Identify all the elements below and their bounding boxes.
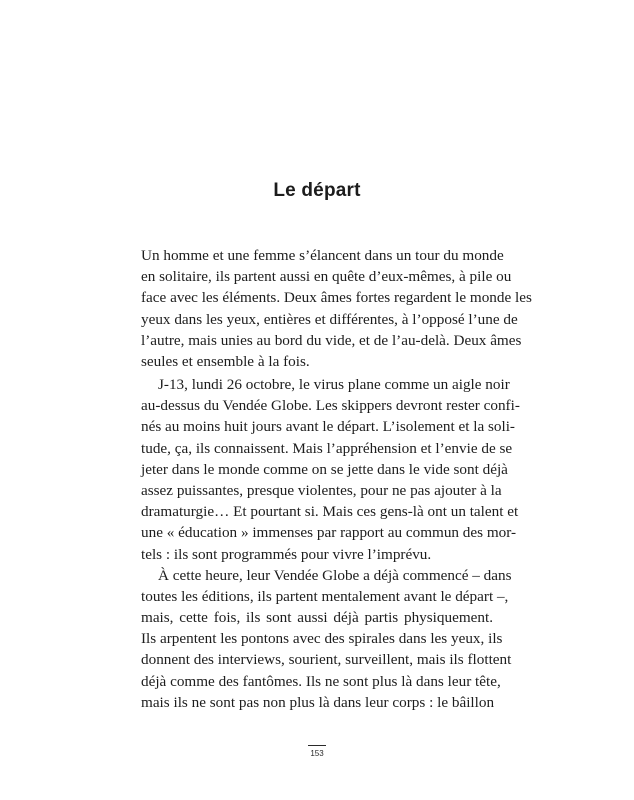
text-line: seules et ensemble à la fois.: [141, 352, 310, 370]
text-line: en solitaire, ils partent aussi en quête d’eux-mêmes, à pile ou: [141, 268, 512, 286]
paragraph-body: [141, 374, 520, 713]
paragraph-intro: [141, 245, 532, 372]
text-line: dramaturgie… Et pourtant si. Mais ces gens-là ont un talent et: [141, 503, 519, 521]
text-line: yeux dans les yeux, entières et différentes, à l’opposé l’une de: [141, 310, 518, 328]
text-line: À cette heure, leur Vendée Globe a déjà commencé – dans: [158, 566, 512, 584]
text-line: Un homme et une femme s’élancent dans un tour du monde: [141, 247, 504, 264]
text-line: déjà comme des fantômes. Ils ne sont plus là dans leur tête,: [141, 672, 501, 690]
text-line: mais ils ne sont pas non plus là dans leur corps : le bâillon: [141, 693, 495, 711]
text-line: toutes les éditions, ils partent mentalement avant le départ –,: [141, 587, 509, 605]
text-line: donnent des interviews, sourient, surveillent, mais ils flottent: [141, 651, 512, 669]
text-line: au-dessus du Vendée Globe. Les skippers devront rester confi-: [141, 397, 520, 415]
text-line: Ils arpentent les pontons avec des spirales dans les yeux, ils: [141, 630, 503, 648]
chapter-title: Le départ: [273, 180, 361, 201]
folio-rule: [308, 745, 326, 746]
text-line: mais, cette fois, ils sont aussi déjà partis physiquement.: [141, 609, 493, 627]
text-line: face avec les éléments. Deux âmes fortes regardent le monde les: [141, 289, 532, 307]
text-line: nés au moins huit jours avant le départ. L’isolement et la soli-: [141, 418, 515, 436]
page-number: 153: [310, 749, 324, 758]
text-line: tude, ça, ils connaissent. Mais l’appréhension et l’envie de se: [141, 439, 513, 457]
text-line: assez puissantes, presque violentes, pour ne pas ajouter à la: [141, 481, 502, 499]
text-line: une « éducation » immenses par rapport au commun des mor-: [141, 524, 517, 542]
text-line: tels : ils sont programmés pour vivre l’imprévu.: [141, 545, 432, 563]
text-line: jeter dans le monde comme on se jette dans le vide sont déjà: [141, 460, 508, 478]
text-line: J-13, lundi 26 octobre, le virus plane comme un aigle noir: [158, 376, 510, 393]
text-line: l’autre, mais unies au bord du vide, et de l’au-delà. Deux âmes: [141, 331, 522, 349]
